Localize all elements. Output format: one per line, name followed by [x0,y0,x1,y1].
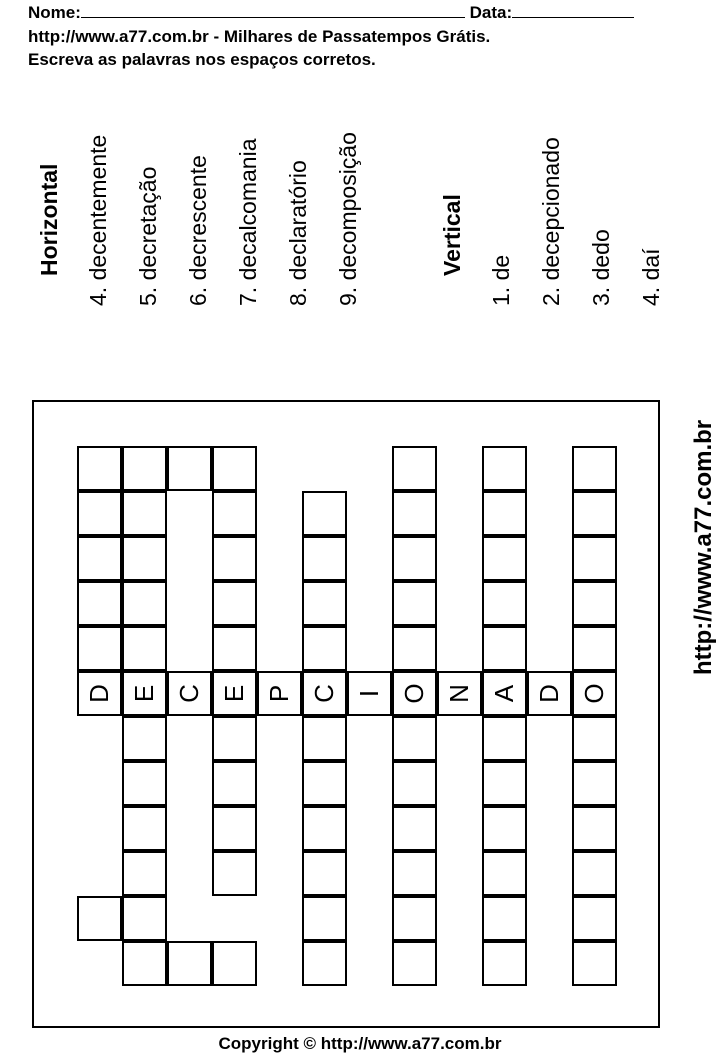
crossword-letter-cell[interactable] [392,671,437,716]
crossword-cell[interactable] [392,491,437,536]
crossword-cell[interactable] [482,581,527,626]
crossword-cell[interactable] [572,536,617,581]
crossword-cell[interactable] [392,536,437,581]
crossword-cell[interactable] [302,851,347,896]
crossword-cell[interactable] [212,761,257,806]
crossword-cell[interactable] [572,896,617,941]
crossword-letter-cell[interactable] [167,671,212,716]
crossword-given-letter: O [399,683,429,704]
crossword-given-letter: C [309,684,339,703]
crossword-cell[interactable] [77,446,122,491]
crossword-cell[interactable] [302,491,347,536]
crossword-cell[interactable] [122,716,167,761]
crossword-cell[interactable] [482,536,527,581]
date-label: Data: [469,3,513,22]
horizontal-word-4: 7. decalcomania [235,138,261,306]
vertical-word-2: 2. decepcionado [538,137,564,306]
crossword-cell[interactable] [77,896,122,941]
site-line: http://www.a77.com.br - Milhares de Passatempos Grátis. [28,27,491,46]
crossword-letter-cell[interactable] [302,671,347,716]
instruction-text: Escreva as palavras nos espaços corretos. [28,50,376,69]
crossword-letter-cell[interactable] [437,671,482,716]
crossword-cell[interactable] [212,581,257,626]
crossword-cell[interactable] [392,851,437,896]
crossword-cell[interactable] [302,806,347,851]
crossword-cell[interactable] [212,491,257,536]
crossword-cell[interactable] [302,761,347,806]
crossword-cell[interactable] [167,446,212,491]
crossword-cell[interactable] [482,446,527,491]
name-label: Nome: [28,3,81,22]
crossword-given-letter: A [489,684,519,703]
crossword-cell[interactable] [392,716,437,761]
crossword-cell[interactable] [212,716,257,761]
crossword-cell[interactable] [302,536,347,581]
crossword-cell[interactable] [77,536,122,581]
horizontal-word-6: 9. decomposição [335,132,361,306]
vertical-word-3: 3. dedo [588,229,614,306]
crossword-cell[interactable] [212,446,257,491]
crossword-cell[interactable] [392,941,437,986]
copyright-footer: Copyright © http://www.a77.com.br [218,1034,502,1053]
crossword-cell[interactable] [482,941,527,986]
crossword-cell[interactable] [482,491,527,536]
crossword-cell[interactable] [392,761,437,806]
crossword-given-letter: C [174,684,204,703]
crossword-cell[interactable] [572,761,617,806]
crossword-cell[interactable] [302,941,347,986]
crossword-cell[interactable] [572,716,617,761]
crossword-cell[interactable] [572,581,617,626]
crossword-cell[interactable] [212,851,257,896]
crossword-cell[interactable] [572,941,617,986]
crossword-cell[interactable] [122,491,167,536]
crossword-cell[interactable] [482,761,527,806]
horizontal-word-2: 5. decretação [135,166,161,306]
crossword-letter-cell[interactable] [572,671,617,716]
vertical-word-4: 4. daí [638,248,664,306]
crossword-cell[interactable] [572,806,617,851]
crossword-cell[interactable] [122,626,167,671]
crossword-cell[interactable] [122,896,167,941]
crossword-cell[interactable] [302,896,347,941]
crossword-given-letter: P [264,684,294,703]
crossword-cell[interactable] [302,581,347,626]
crossword-cell[interactable] [302,716,347,761]
crossword-cell[interactable] [212,626,257,671]
crossword-cell[interactable] [392,446,437,491]
crossword-letter-cell[interactable] [122,671,167,716]
crossword-cell[interactable] [482,716,527,761]
side-url: http://www.a77.com.br [690,419,717,675]
crossword-letter-cell[interactable] [347,671,392,716]
crossword-cell[interactable] [482,851,527,896]
crossword-cell[interactable] [122,851,167,896]
crossword-cell[interactable] [77,491,122,536]
crossword-cell[interactable] [77,581,122,626]
crossword-cell[interactable] [572,491,617,536]
horizontal-word-3: 6. decrescente [185,155,211,306]
crossword-cell[interactable] [212,806,257,851]
crossword-given-letter: E [219,684,249,703]
crossword-cell[interactable] [212,536,257,581]
crossword-cell[interactable] [77,626,122,671]
vertical-word-1: 1. de [488,254,514,306]
crossword-given-letter: O [579,683,609,704]
crossword-cell[interactable] [122,806,167,851]
crossword-given-letter: E [129,684,159,703]
horizontal-title: Horizontal [36,163,62,276]
crossword-cell[interactable] [482,626,527,671]
crossword-given-letter: D [534,684,564,703]
crossword-cell[interactable] [572,851,617,896]
crossword-cell[interactable] [482,896,527,941]
crossword-cell[interactable] [302,626,347,671]
crossword-given-letter: N [444,684,474,703]
vertical-title: Vertical [439,194,465,276]
crossword-cell[interactable] [122,446,167,491]
crossword-letter-cell[interactable] [212,671,257,716]
crossword-letter-cell[interactable] [482,671,527,716]
crossword-cell[interactable] [572,446,617,491]
crossword-cell[interactable] [122,941,167,986]
crossword-cell[interactable] [392,806,437,851]
crossword-cell[interactable] [122,581,167,626]
crossword-cell[interactable] [122,536,167,581]
crossword-cell[interactable] [482,806,527,851]
horizontal-word-5: 8. declaratório [285,160,311,306]
crossword-cell[interactable] [212,941,257,986]
crossword-cell[interactable] [392,626,437,671]
crossword-cell[interactable] [572,626,617,671]
crossword-given-letter: D [84,684,114,703]
crossword-letter-cell[interactable] [257,671,302,716]
crossword-cell[interactable] [392,896,437,941]
crossword-cell[interactable] [392,581,437,626]
crossword-letter-cell[interactable] [527,671,572,716]
crossword-cell[interactable] [167,941,212,986]
crossword-letter-cell[interactable] [77,671,122,716]
crossword-given-letter: I [354,689,384,698]
crossword-cell[interactable] [122,761,167,806]
horizontal-word-1: 4. decentemente [85,134,111,306]
